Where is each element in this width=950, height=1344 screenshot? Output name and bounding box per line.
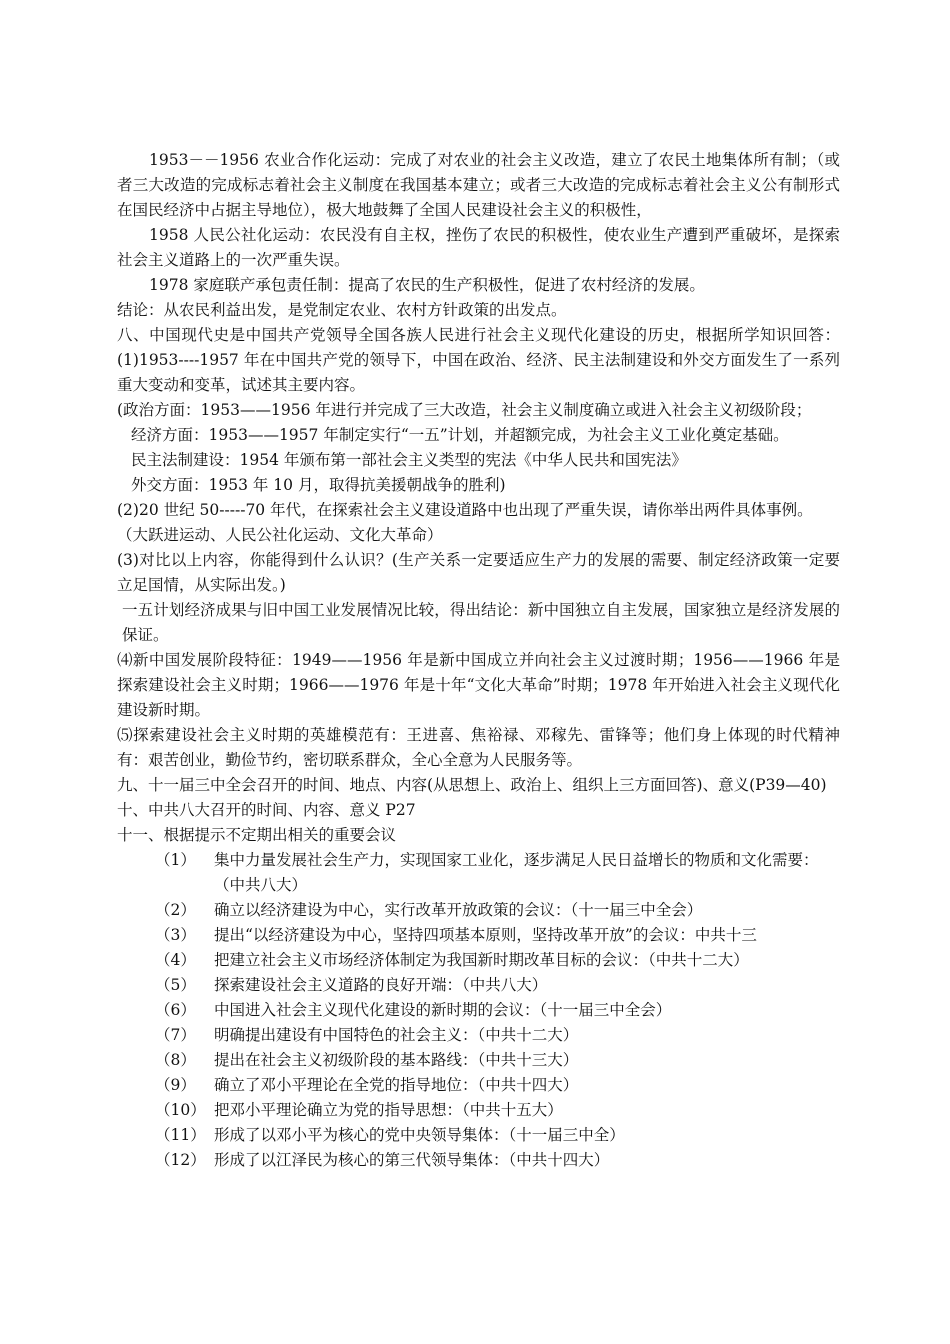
document-body [117,148,840,1173]
list-number: （4） [155,951,196,969]
list-number: （5） [155,976,196,994]
meeting-list [117,848,840,1173]
list-number: （12） [155,1151,206,1169]
list-item [117,898,840,923]
list-number: （2） [155,901,196,919]
paragraph: (3)对比以上内容，你能得到什么认识？(生产关系一定要适应生产力的发展的需要、制定经济政策一定要立足国情，从实际出发。) [117,551,840,594]
list-number: （7） [155,1026,196,1044]
list-text: 中国进入社会主义现代化建设的新时期的会议：（十一届三中全会） [214,1001,672,1019]
paragraph: 1958 人民公社化运动：农民没有自主权，挫伤了农民的积极性，使农业生产遭到严重破坏，是探索社会主义道路上的一次严重失误。 [117,226,840,269]
list-item [117,848,840,898]
list-text: 把建立社会主义市场经济体制定为我国新时期改革目标的会议：（中共十二大） [214,951,749,969]
list-number: （9） [155,1076,196,1094]
list-number: （10） [155,1101,206,1119]
list-item [117,973,840,998]
list-text: 形成了以江泽民为核心的第三代领导集体：（中共十四大） [214,1151,610,1169]
paragraph: 民主法制建设：1954 年颁布第一部社会主义类型的宪法《中华人民共和国宪法》 [131,451,687,469]
paragraph: 结论：从农民利益出发，是党制定农业、农村方针政策的出发点。 [117,301,567,319]
section-heading-10: 十、中共八大召开的时间、内容、意义 P27 [117,801,416,819]
list-item [117,1098,840,1123]
list-text: 把邓小平理论确立为党的指导思想：（中共十五大） [214,1101,563,1119]
paragraph: ⑷新中国发展阶段特征：1949——1956 年是新中国成立并向社会主义过渡时期；1956——1966 年是探索建设社会主义时期；1966——1976 年是十年“文化大革命”时期；1978 年开始进入社会主义现代化建设新时期。 [117,651,840,719]
list-number: （8） [155,1051,196,1069]
paragraph: 经济方面：1953——1957 年制定实行“一五”计划，并超额完成，为社会主义工业化奠定基础。 [131,426,789,444]
list-number: （1） [155,851,196,869]
paragraph: ⑸探索建设社会主义时期的英雄模范有：王进喜、焦裕禄、邓稼先、雷锋等；他们身上体现的时代精神有：艰苦创业，勤俭节约，密切联系群众，全心全意为人民服务等。 [117,726,840,769]
paragraph: （大跃进运动、人民公社化运动、文化大革命） [117,526,443,544]
list-item [117,998,840,1023]
section-heading-11: 十一、根据提示不定期出相关的重要会议 [117,826,397,844]
section-heading-8: 八、中国现代史是中国共产党领导全国各族人民进行社会主义现代化建设的历史，根据所学知识回答：(1)1953----1957 年在中国共产党的领导下，中国在政治、经济、民主法制建设和外交方面发生了一系列重大变动和变革，试述其主要内容。 [117,326,840,394]
section-heading-9: 九、十一届三中全会召开的时间、地点、内容(从思想上、政治上、组织上三方面回答)、意义(P39—40) [117,776,827,794]
paragraph: (2)20 世纪 50-----70 年代，在探索社会主义建设道路中也出现了严重失误，请你举出两件具体事例。 [117,501,813,519]
list-text: 形成了以邓小平为核心的党中央领导集体：（十一届三中全） [214,1126,625,1144]
paragraph: 1953－－1956 农业合作化运动：完成了对农业的社会主义改造，建立了农民土地集体所有制；（或者三大改造的完成标志着社会主义制度在我国基本建立；或者三大改造的完成标志着社会主义公有制形式在国民经济中占据主导地位），极大地鼓舞了全国人民建设社会主义的积极性， [117,151,840,219]
list-item [117,923,840,948]
list-item [117,948,840,973]
list-item [117,1123,840,1148]
list-text: 明确提出建设有中国特色的社会主义：（中共十二大） [214,1026,579,1044]
paragraph: 1978 家庭联产承包责任制：提高了农民的生产积极性，促进了农村经济的发展。 [149,276,705,294]
paragraph: 一五计划经济成果与旧中国工业发展情况比较，得出结论：新中国独立自主发展，国家独立是经济发展的保证。 [122,601,840,644]
list-item [117,1148,840,1173]
list-text: 探索建设社会主义道路的良好开端：（中共八大） [214,976,548,994]
list-item [117,1023,840,1048]
list-number: （6） [155,1001,196,1019]
list-item [117,1073,840,1098]
list-number: （11） [155,1126,206,1144]
list-text: 提出在社会主义初级阶段的基本路线：（中共十三大） [214,1051,579,1069]
paragraph: (政治方面：1953——1956 年进行并完成了三大改造，社会主义制度确立或进入社会主义初级阶段； [117,401,812,419]
list-text: 确立了邓小平理论在全党的指导地位：（中共十四大） [214,1076,579,1094]
list-item [117,1048,840,1073]
list-text: 提出“以经济建设为中心，坚持四项基本原则，坚持改革开放”的会议：中共十三 [214,926,757,944]
list-text: 集中力量发展社会生产力，实现国家工业化，逐步满足人民日益增长的物质和文化需要：（中共八大） [214,851,819,894]
paragraph: 外交方面：1953 年 10 月，取得抗美援朝战争的胜利) [131,476,506,494]
list-text: 确立以经济建设为中心，实行改革开放政策的会议：（十一届三中全会） [214,901,703,919]
list-number: （3） [155,926,196,944]
